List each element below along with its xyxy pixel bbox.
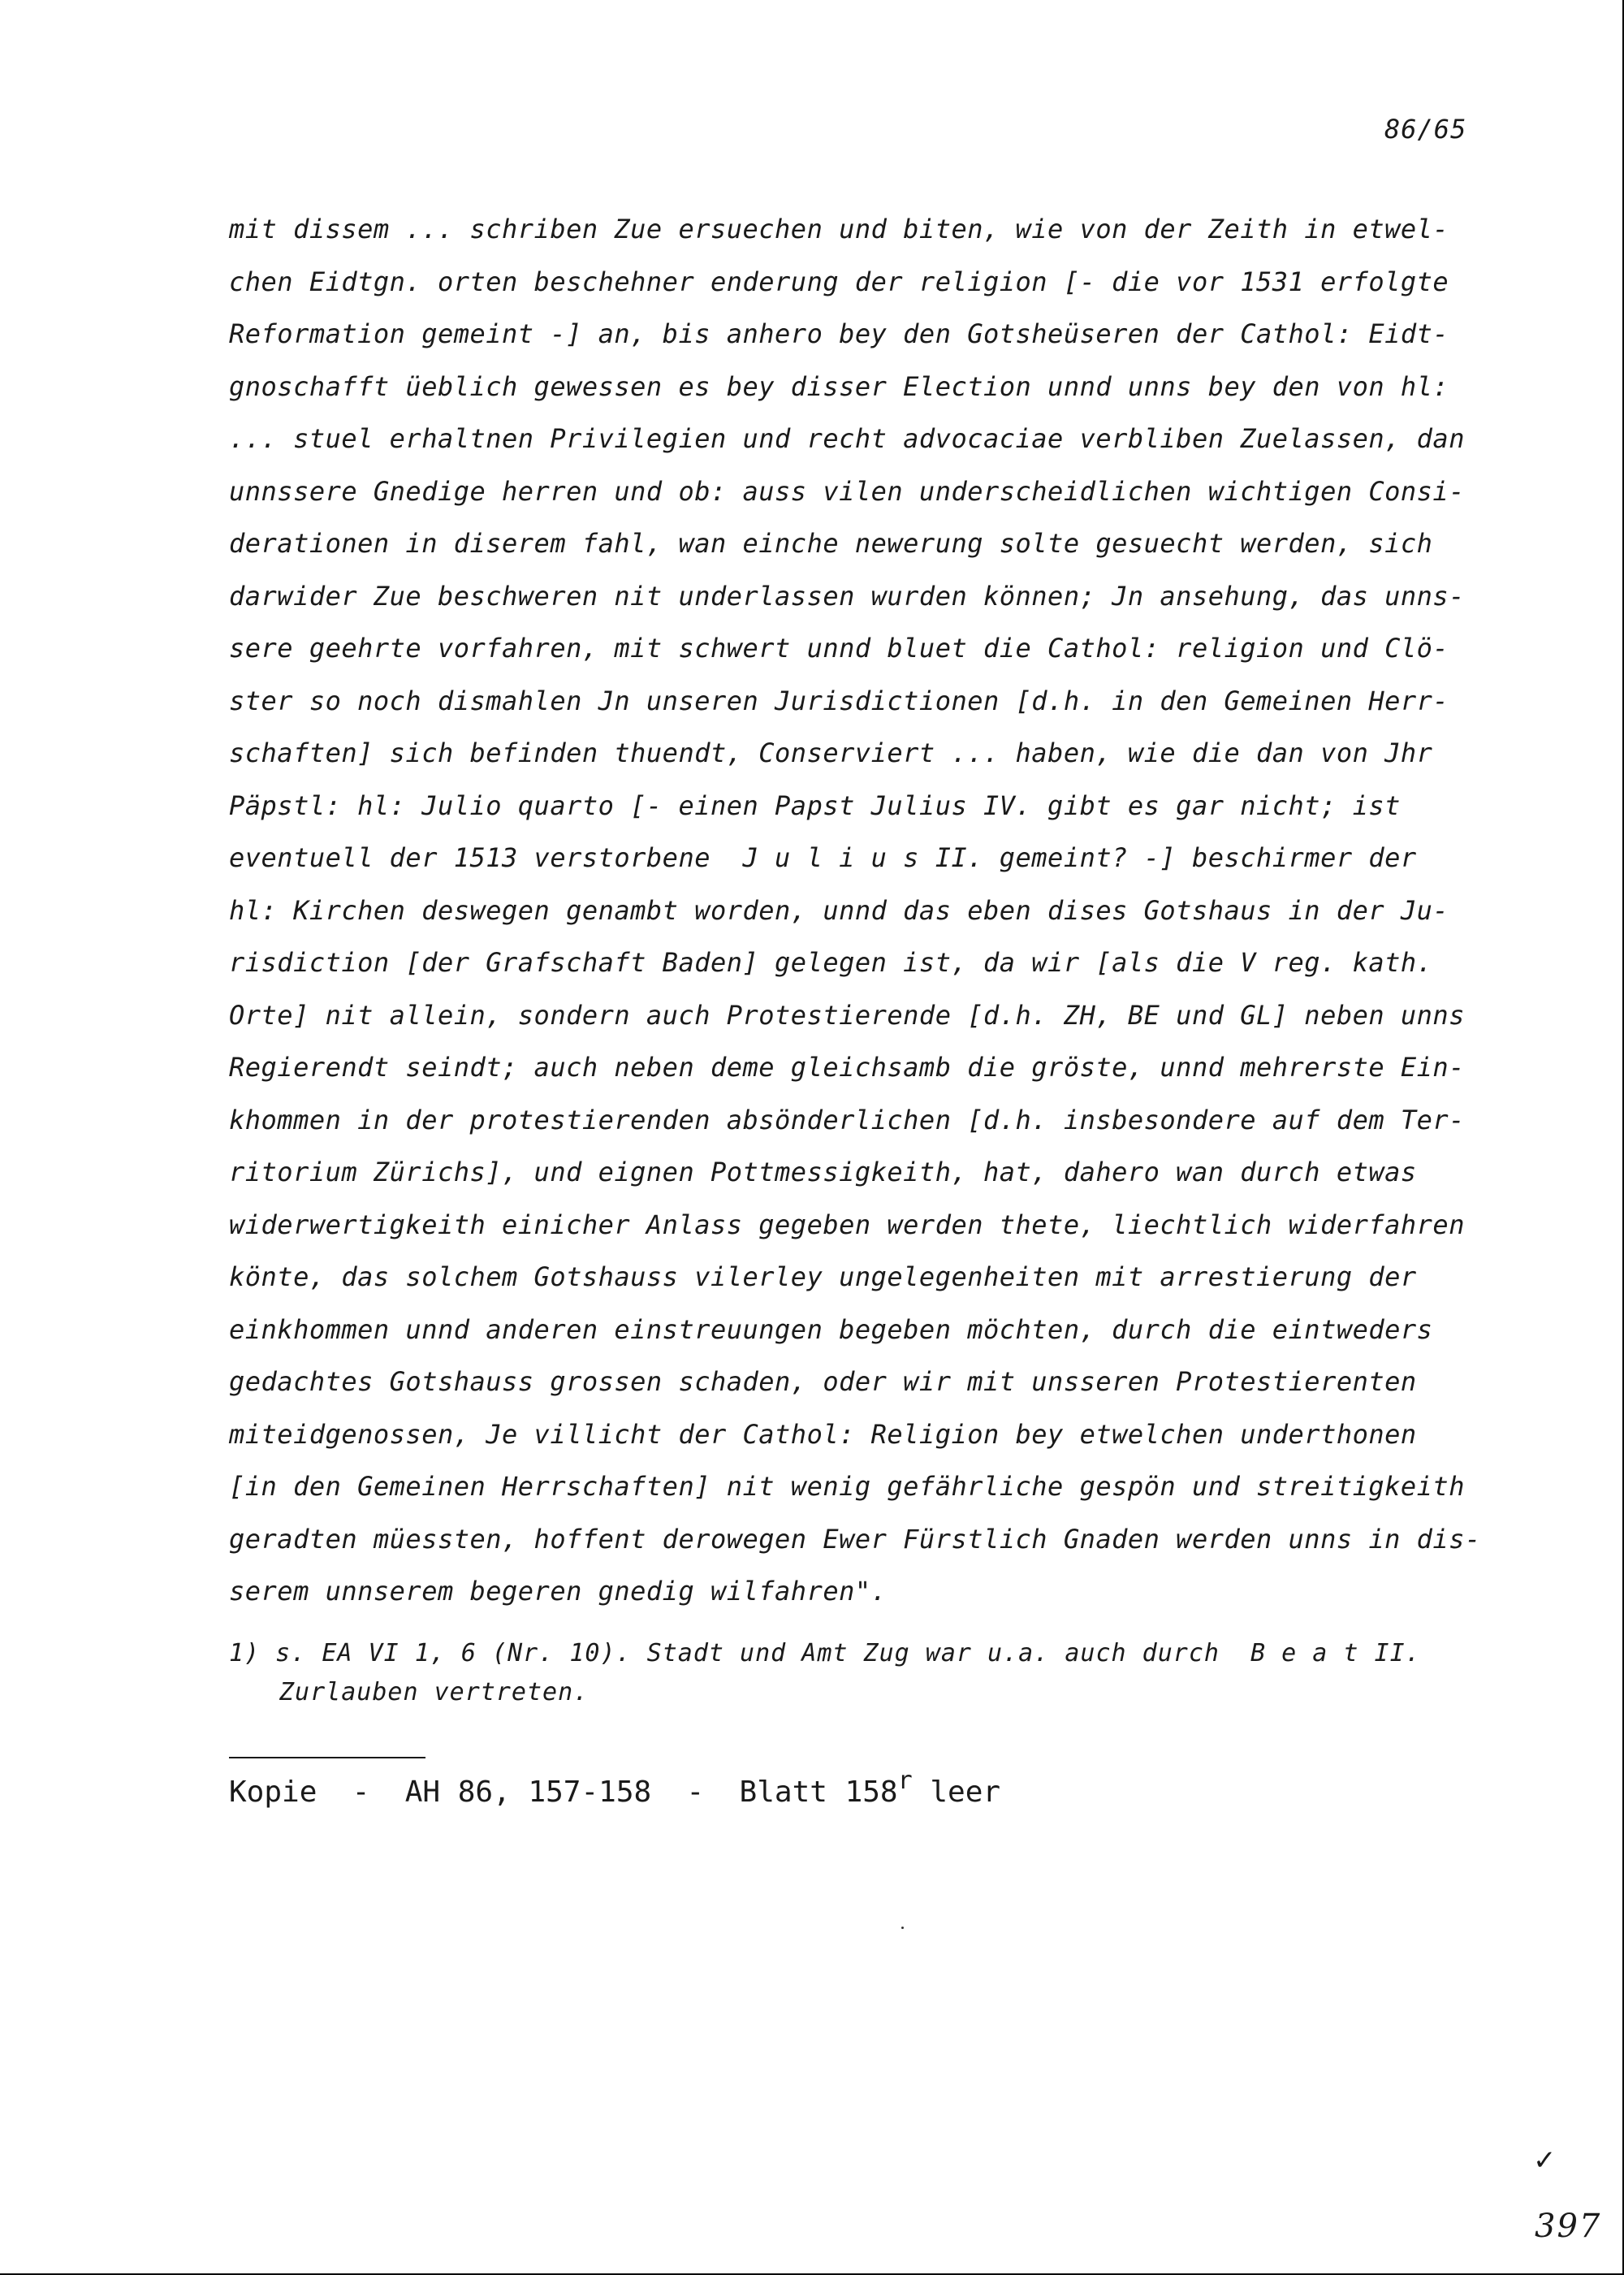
body-line: sere geehrte vorfahren, mit schwert unnd bluet die Cathol: religion und Clö- <box>229 633 1449 664</box>
body-line: eventuell der 1513 verstorbene J u l i u s II. gemeint? -] beschirmer der <box>229 842 1417 873</box>
body-line: ster so noch dismahlen Jn unseren Jurisdictionen [d.h. in den Gemeinen Herr- <box>229 685 1449 716</box>
body-line: derationen in diserem fahl, wan einche newerung solte gesuecht werden, sich <box>229 528 1433 559</box>
source-suffix: leer <box>912 1775 1001 1809</box>
body-line: Regierendt seindt; auch neben deme gleichsamb die gröste, unnd mehrerste Ein- <box>229 1052 1465 1083</box>
body-line: einkhommen unnd anderen einstreuungen begeben möchten, durch die eintweders <box>229 1313 1433 1345</box>
body-line: gedachtes Gotshauss grossen schaden, oder wir mit unsseren Protestierenten <box>229 1366 1417 1397</box>
handwritten-folio-number: 397 <box>1535 2208 1602 2245</box>
handwritten-check-icon: ✓ <box>1533 2144 1557 2177</box>
body-line: miteidgenossen, Je villicht der Cathol: Religion bey etwelchen underthonen <box>229 1418 1417 1450</box>
body-line: [in den Gemeinen Herrschaften] nit wenig gefährliche gespön und streitigkeith <box>229 1471 1465 1502</box>
body-line: unnssere Gnedige herren und ob: auss vilen underscheidlichen wichtigen Consi- <box>229 475 1465 507</box>
body-line: serem unnserem begeren gnedig wilfahren". <box>229 1576 888 1607</box>
footnote-line: Zurlauben vertreten. <box>279 1678 590 1706</box>
body-text <box>229 203 1512 1618</box>
footnote-line: 1) s. EA VI 1, 6 (Nr. 10). Stadt und Amt Zug war u.a. auch durch B e a t II. <box>229 1639 1421 1667</box>
stray-dot <box>901 1927 904 1929</box>
body-line: Orte] nit allein, sondern auch Protestierende [d.h. ZH, BE und GL] neben unns <box>229 999 1465 1031</box>
body-line: widerwertigkeith einicher Anlass gegeben werden thete, liechtlich widerfahren <box>229 1209 1465 1240</box>
body-line: chen Eidtgn. orten beschehner enderung der religion [- die vor 1531 erfolgte <box>229 266 1449 297</box>
body-line: könte, das solchem Gotshauss vilerley ungelegenheiten mit arrestierung der <box>229 1261 1417 1292</box>
body-line: ritorium Zürichs], und eignen Pottmessigkeith, hat, dahero wan durch etwas <box>229 1157 1417 1187</box>
source-reference <box>229 1767 1001 1810</box>
footnote <box>229 1634 1421 1712</box>
body-line: schaften] sich befinden thuendt, Conserviert ... haben, wie die dan von Jhr <box>229 737 1433 768</box>
page-number: 86/65 <box>1384 114 1467 145</box>
body-line: hl: Kirchen deswegen genambt worden, unnd das eben dises Gotshaus in der Ju- <box>229 894 1449 926</box>
body-line: mit dissem ... schriben Zue ersuechen und biten, wie von der Zeith in etwel- <box>229 214 1449 244</box>
body-line: ... stuel erhaltnen Privilegien und recht advocaciae verbliben Zuelassen, dan <box>229 423 1465 454</box>
body-line: Reformation gemeint -] an, bis anhero bey den Gotsheüseren der Cathol: Eidt- <box>229 318 1449 349</box>
source-superscript: r <box>897 1767 913 1795</box>
body-line: gnoschafft üeblich gewessen es bey disser Election unnd unns bey den von hl: <box>229 370 1449 402</box>
body-line: Päpstl: hl: Julio quarto [- einen Papst Julius IV. gibt es gar nicht; ist <box>229 789 1401 821</box>
footnote-separator <box>229 1757 425 1758</box>
body-line: khommen in der protestierenden absönderlichen [d.h. insbesondere auf dem Ter- <box>229 1104 1465 1135</box>
source-prefix: Kopie - AH 86, 157-158 - Blatt 158 <box>229 1775 898 1809</box>
body-line: risdiction [der Grafschaft Baden] gelegen ist, da wir [als die V reg. kath. <box>229 947 1433 978</box>
body-line: darwider Zue beschweren nit underlassen wurden können; Jn ansehung, das unns- <box>229 580 1465 612</box>
body-line: geradten müessten, hoffent derowegen Ewer Fürstlich Gnaden werden unns in dis- <box>229 1523 1481 1555</box>
